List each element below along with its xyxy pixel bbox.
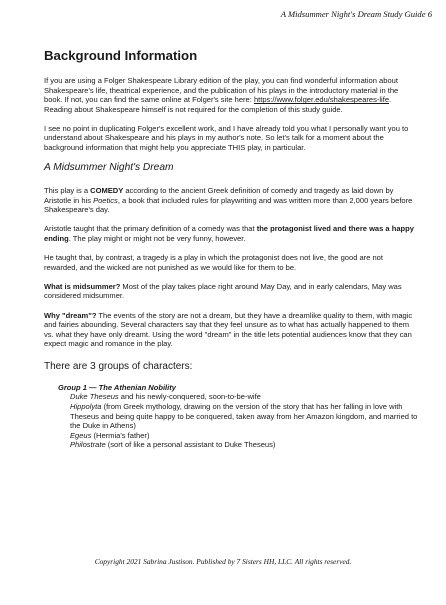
list-item (70, 392, 418, 402)
midsummer-bold: What is midsummer? (44, 281, 121, 291)
aristotle-post: . The play might or might not be very funny, however. (68, 234, 246, 244)
subsection-title: A Midsummer Night's Dream (44, 162, 174, 174)
header-rest: Study Guide 6 (381, 9, 432, 19)
character-groups (58, 383, 418, 450)
character-desc: (Hermia's father) (91, 430, 150, 440)
comedy-end: , a book that included rules for playwriting and was written more than 2,000 years before Shakespeare's day. (44, 195, 413, 215)
list-item (70, 431, 418, 441)
aristotle-pre: Aristotle taught that the primary definition of a comedy was that (44, 224, 257, 234)
intro-p1-after: . Reading about Shakespeare himself is not required for the completion of this study guide. (44, 95, 392, 114)
aristotle-paragraph (44, 224, 418, 243)
group-1-title: Group 1 — The Athenian Nobility (58, 382, 176, 392)
character-name: Duke Theseus (70, 392, 119, 402)
header-title: A Midsummer Night's Dream (280, 9, 382, 19)
intro-paragraph-1 (44, 76, 418, 114)
midsummer-post: Most of the play takes place right around May Day, and in early calendars, May was considered midsummer. (44, 281, 402, 301)
dream-post: The events of the story are not a dream, but they have a dreamlike quality to them, with magic and fairies abounding. Several characters say that they feel unsure as to what has actually happened to them vs. what they have only dreamt. Using the word "dream" in the title lets potential audiences know that they can expect magic and romance in the play. (44, 310, 413, 349)
character-desc: and his newly-conquered, soon-to-be-wife (118, 392, 261, 402)
copyright-footer: Copyright 2021 Sabrina Justison. Published by 7 Sisters HH, LLC. All rights reserved. (94, 557, 352, 566)
character-desc: (from Greek mythology, drawing on the version of the story that has her falling in love with Theseus and being quite happy to be conquered, taken away from her Amazon kingdom, and married to the Duke in Athens) (70, 402, 418, 431)
dream-bold: Why "dream"? (44, 310, 97, 320)
groups-heading: There are 3 groups of characters: (44, 360, 193, 372)
folger-link[interactable]: https://www.folger.edu/shakespeares-life (253, 95, 390, 105)
character-name: Philostrate (70, 440, 106, 450)
list-item (70, 440, 418, 450)
comedy-post: according to the ancient Greek definition of comedy and tragedy as laid down by Aristotle in his (44, 186, 394, 205)
midsummer-paragraph (44, 282, 418, 301)
list-item (70, 402, 418, 431)
character-name: Hippolyta (70, 402, 102, 412)
section-title: Background Information (44, 48, 198, 63)
intro-paragraph-2: I see no point in duplicating Folger's excellent work, and I have already told you what I personally want you to understand about Shakespeare and his plays in my author's note. So let's talk for a moment about the background information that might help you appreciate THIS play, in particular. (44, 123, 409, 153)
poetics-title: Poetics (93, 195, 118, 205)
aristotle-bold: the protagonist lived and there was a happy ending (44, 224, 414, 244)
comedy-bold: COMEDY (90, 186, 124, 196)
character-desc: (sort of like a personal assistant to Duke Theseus) (105, 440, 276, 450)
comedy-paragraph (44, 186, 418, 215)
running-header (281, 9, 432, 19)
character-name: Egeus (70, 430, 92, 440)
comedy-pre: This play is a (44, 186, 91, 196)
page-content (44, 48, 418, 450)
group-1-list (70, 392, 418, 450)
tragedy-paragraph: He taught that, by contrast, a tragedy is a play in which the protagonist does not live, the good are not rewarded, and the wicked are not punished as we would like for them to be. (44, 253, 383, 272)
dream-paragraph (44, 311, 418, 349)
intro-p1-text: If you are using a Folger Shakespeare Library edition of the play, you can find wonderful information about Shakespeare's life, theatrical experience, and the publication of his plays in the introductory material in the book. If not, you can find the same online at Folger's site here: (44, 76, 399, 105)
